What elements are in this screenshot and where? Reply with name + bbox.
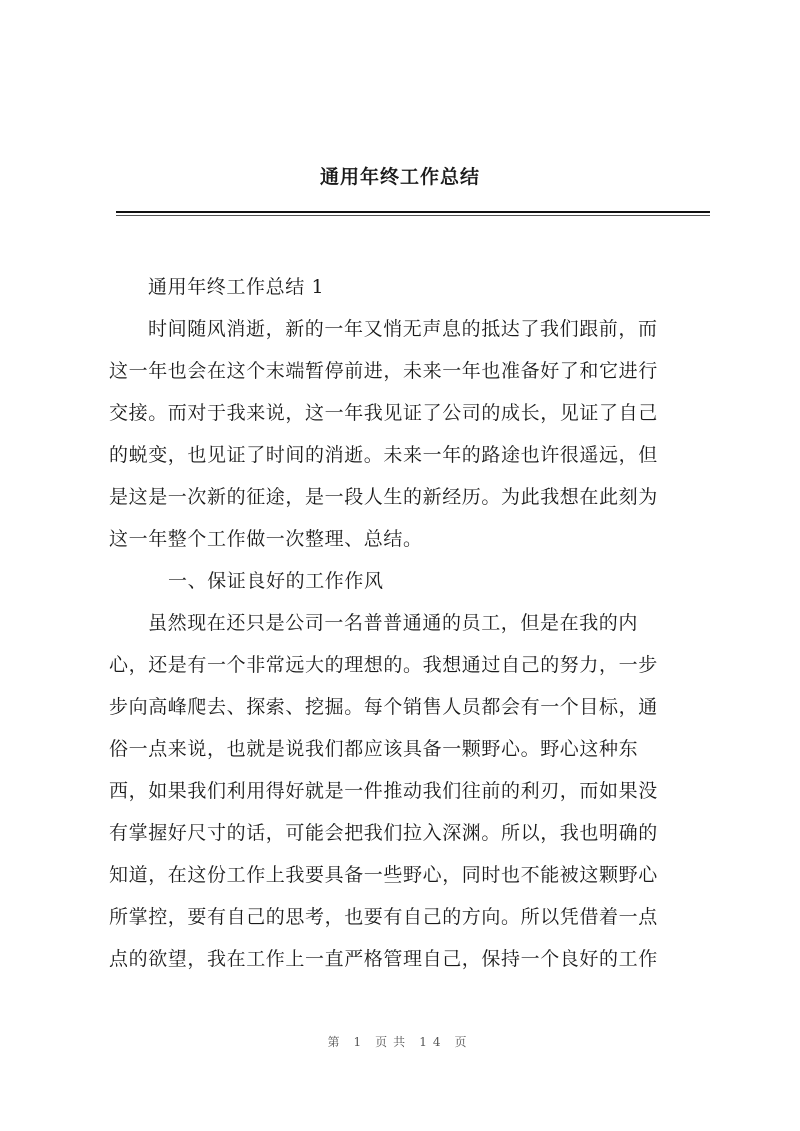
footer-mid: 页共 <box>375 1035 412 1049</box>
document-title: 通用年终工作总结 <box>319 166 480 188</box>
footer-suffix: 页 <box>454 1035 473 1049</box>
paragraph-line: 是这是一次新的征途，是一段人生的新经历。为此我想在此刻为 <box>109 486 658 508</box>
title-divider-thin <box>116 215 710 216</box>
footer-page-number: 1 <box>353 1035 368 1049</box>
footer-total-pages: 14 <box>419 1035 447 1049</box>
paragraph-line: 这一年也会在这个末端暂停前进，未来一年也准备好了和它进行 <box>109 360 658 382</box>
paragraph-line: 俗一点来说，也就是说我们都应该具备一颗野心。野心这种东 <box>109 738 639 760</box>
paragraph-line: 有掌握好尺寸的话，可能会把我们拉入深渊。所以，我也明确的 <box>109 822 658 844</box>
paragraph-line: 这一年整个工作做一次整理、总结。 <box>109 528 423 550</box>
paragraph-line: 心，还是有一个非常远大的理想的。我想通过自己的努力，一步 <box>109 654 658 676</box>
footer-prefix: 第 <box>327 1035 346 1049</box>
paragraph-line: 时间随风消逝，新的一年又悄无声息的抵达了我们跟前，而 <box>148 318 658 340</box>
paragraph-line: 知道，在这份工作上我要具备一些野心，同时也不能被这颗野心 <box>109 864 658 886</box>
paragraph-line: 步向高峰爬去、探索、挖掘。每个销售人员都会有一个目标，通 <box>109 696 658 718</box>
paragraph-line: 交接。而对于我来说，这一年我见证了公司的成长，见证了自己 <box>109 402 658 424</box>
title-divider <box>116 211 710 213</box>
section-heading: 通用年终工作总结 1 <box>148 276 325 298</box>
paragraph-line: 西，如果我们利用得好就是一件推动我们往前的利刃，而如果没 <box>109 780 658 802</box>
paragraph-line: 的蜕变，也见证了时间的消逝。未来一年的路途也许很遥远，但 <box>109 444 658 466</box>
paragraph-line: 所掌控，要有自己的思考，也要有自己的方向。所以凭借着一点 <box>109 906 658 928</box>
page-footer <box>0 1033 800 1050</box>
paragraph-line: 点的欲望，我在工作上一直严格管理自己，保持一个良好的工作 <box>109 948 658 970</box>
subheading: 一、保证良好的工作作风 <box>168 570 384 592</box>
paragraph-line: 虽然现在还只是公司一名普普通通的员工，但是在我的内 <box>148 612 639 634</box>
